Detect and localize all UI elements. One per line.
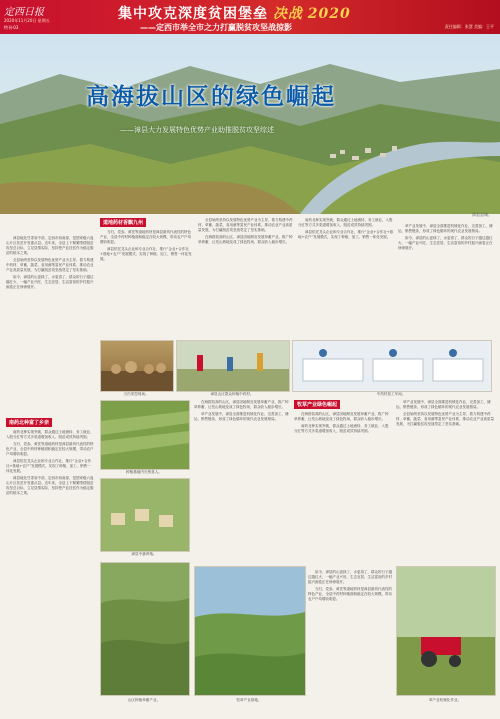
article-column-5	[398, 224, 494, 334]
article-column-8	[294, 412, 390, 572]
photo-caption: 山区种植草畜产业。	[127, 698, 161, 702]
paragraph: 漳县依托龙头企业和专业合作社，推行“企业+合作社+基地+农户”发展模式，实现了种植、加工、销售一体化发展。	[100, 247, 192, 261]
article-column-7	[194, 400, 290, 560]
hero-landscape-illustration	[0, 34, 500, 214]
paragraph: 在海拔较高的山区，漳县因地制宜发展草畜产业，推广种草养畜，让荒山坡地变成了绿色牧场，群众收入稳步增长。	[198, 235, 293, 244]
article-column-6	[6, 430, 94, 715]
editor-credit: 责任编辑：张慧 美编：王平	[444, 24, 494, 29]
article-column-4	[298, 218, 394, 340]
paragraph: 草产业发展中，漳县全面推进机械化作业，完善加工、储运、销售链条，形成了绿色循环的现代农业发展格局。	[396, 400, 491, 409]
edition-label: 特刊·03	[4, 25, 19, 30]
paragraph: 漳县依托龙头企业和专业合作社，推行“企业+合作社+基地+农户”发展模式，实现了种植、加工、销售一体化发展。	[6, 459, 92, 473]
main-headline: 高海拔山区的绿色崛起	[86, 83, 336, 110]
banner-title-year: 2020	[307, 6, 351, 22]
paragraph: 南药北种实现突破，群众通过土地流转、务工就业、入股分红等方式多渠道增加收入，脱贫成效持续巩固。	[294, 424, 389, 433]
photo-caption: 中药材加工车间。	[376, 392, 406, 396]
paragraph: 如今，漳县的山更绿了，水更清了，群众的日子越过越红火，一幅产业兴旺、生态宜居、生活富裕的乡村振兴画卷正在徐徐展开。	[398, 236, 493, 250]
hero-caption: 漳县县城。	[472, 212, 492, 217]
plantation-illustration	[101, 401, 189, 469]
photo-caption: 种植基地内长势喜人。	[126, 470, 162, 474]
paragraph: 在海拔较高的山区，漳县因地制宜发展草畜产业，推广种草养畜，让荒山坡地变成了绿色牧场，群众收入稳步增长。	[294, 412, 389, 421]
article-column-1	[6, 236, 94, 406]
photo-caption: 漳县中蜂养殖。	[131, 552, 157, 556]
paragraph: 漳县依托龙头企业和专业合作社，推行“企业+合作社+基地+农户”发展模式，实现了种植、加工、销售一体化发展。	[298, 230, 394, 239]
factory-illustration	[293, 341, 491, 391]
banner-title	[118, 3, 351, 23]
sub-headline: ——漳县大力发展特色优势产业助推脱贫攻坚综述	[120, 126, 274, 134]
paragraph: 南药北种实现突破，群众通过土地流转、务工就业、入股分红等方式多渠道增加收入，脱贫成效持续巩固。	[6, 430, 94, 439]
masthead-banner	[0, 0, 500, 34]
tractor-illustration	[397, 567, 495, 695]
section-heading-south-herbs: 南药北种富了乡亲	[6, 418, 52, 427]
photo-tractor	[396, 566, 496, 696]
bee-boxes-illustration	[101, 479, 189, 551]
paragraph: 南药北种实现突破，群众通过土地流转、务工就业、入股分红等方式多渠道增加收入，脱贫成效持续巩固。	[298, 218, 393, 227]
photo-caption: 当归采挖现场。	[123, 392, 149, 396]
article-column-10	[308, 570, 392, 694]
paragraph: 全县始终坚持以发展特色优势产业为主导，着力构建中药材、草畜、蔬菜、食用菌等富民产业体系，推动农业产业高质量发展，为打赢脱贫攻坚战奠定了坚实基础。	[396, 412, 494, 426]
article-column-9	[396, 400, 494, 560]
paragraph: 草产业发展中，漳县全面推进机械化作业，完善加工、储运、销售链条，形成了绿色循环的现代农业发展格局。	[398, 224, 493, 233]
banner-title-decisive: 决战	[272, 6, 303, 22]
paragraph: 草产业发展中，漳县全面推进机械化作业，完善加工、储运、销售链条，形成了绿色循环的现代农业发展格局。	[194, 412, 289, 421]
paragraph: 当归、党参、黄芪等道地药材是漳县最具代表性的特色产业，全县中药材种植面积稳定在较大规模，带动农户户均增收明显。	[100, 230, 191, 244]
paragraph: 当归、党参、黄芪等道地药材是漳县最具代表性的特色产业，全县中药材种植面积稳定在较大规模，带动农户户均增收明显。	[308, 587, 392, 601]
field-work-illustration	[177, 341, 289, 391]
photo-caption: 牧草产业基地。	[236, 698, 262, 702]
photo-hillside	[100, 562, 190, 696]
paragraph: 全县始终坚持以发展特色优势产业为主导，着力构建中药材、草畜、蔬菜、食用菌等富民产业体系，推动农业产业高质量发展，为打赢脱贫攻坚战奠定了坚实基础。	[198, 218, 293, 232]
paragraph: 如今，漳县的山更绿了，水更清了，群众的日子越过越红火，一幅产业兴旺、生态宜居、生活富裕的乡村振兴画卷正在徐徐展开。	[308, 570, 392, 584]
photo-plantation	[100, 400, 190, 470]
banner-title-text: 集中攻克深度贫困堡垒	[118, 5, 268, 21]
banner-subtitle: ——定西市举全市之力打赢脱贫攻坚战掠影	[140, 23, 292, 32]
paragraph: 在海拔较高的山区，漳县因地制宜发展草畜产业，推广种草养畜，让荒山坡地变成了绿色牧场，群众收入稳步增长。	[194, 400, 289, 409]
paragraph: 如今，漳县的山更绿了，水更清了，群众的日子越过越红火，一幅产业兴旺、生态宜居、生活富裕的乡村振兴画卷正在徐徐展开。	[6, 275, 94, 289]
dateline: 2020年11月20日 星期五	[4, 18, 50, 23]
photo-caption: 漳县山区群众种植中药材。	[210, 392, 254, 396]
photo-harvest	[100, 340, 174, 392]
hero-photo	[0, 34, 500, 214]
grassland-illustration	[195, 567, 305, 695]
photo-field-work	[176, 340, 290, 392]
photo-bees	[100, 478, 190, 552]
harvest-illustration	[101, 341, 173, 391]
paragraph: 全县始终坚持以发展特色优势产业为主导，着力构建中药材、草畜、蔬菜、食用菌等富民产业体系，推动农业产业高质量发展，为打赢脱贫攻坚战奠定了坚实基础。	[6, 258, 94, 272]
photo-factory	[292, 340, 492, 392]
article-column-3	[198, 218, 294, 340]
hillside-illustration	[101, 563, 189, 695]
photo-grassland	[194, 566, 306, 696]
photo-caption: 草产业机械化作业。	[428, 698, 462, 702]
newspaper-logo: 定西日报	[4, 7, 44, 18]
section-heading-grass: 牧草产业绿色崛起	[294, 400, 340, 409]
section-heading-medicine: 道地药材香飘九州	[100, 218, 146, 227]
paragraph: 漳县地处甘肃省中部，定西市西南部，是国家级六盘山片区扶贫开发重点县。近年来，全县上下紧紧围绕脱贫攻坚总目标，立足县情实际，坚持把产业扶贫作为稳定脱贫的根本之策。	[6, 236, 94, 255]
paragraph: 当归、党参、黄芪等道地药材是漳县最具代表性的特色产业，全县中药材种植面积稳定在较大规模，带动农户户均增收明显。	[6, 442, 94, 456]
paragraph: 漳县地处甘肃省中部，定西市西南部，是国家级六盘山片区扶贫开发重点县。近年来，全县上下紧紧围绕脱贫攻坚总目标，立足县情实际，坚持把产业扶贫作为稳定脱贫的根本之策。	[6, 476, 94, 495]
article-column-2	[100, 230, 194, 340]
